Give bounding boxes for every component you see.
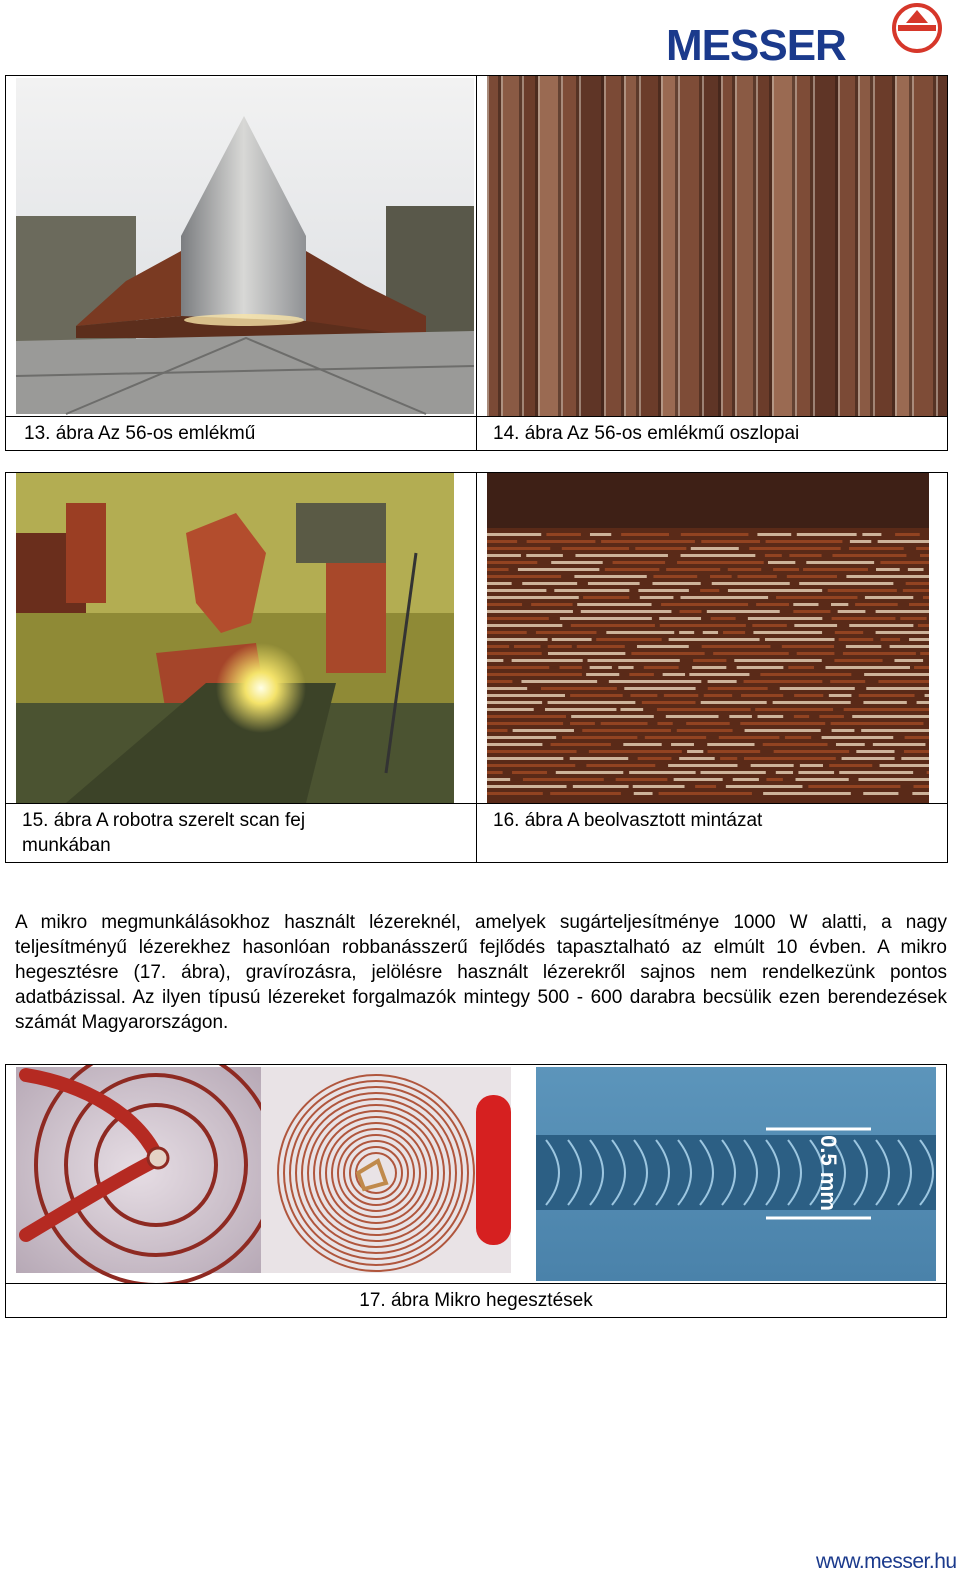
figure-table-17 [5, 1064, 947, 1318]
figure-table-13-14 [5, 75, 948, 451]
fig17-image-cell [6, 1065, 947, 1284]
melted-pattern-photo [477, 473, 947, 803]
messer-logo [666, 2, 946, 68]
fig15-caption: 15. ábra A robotra szerelt scan fej munkában [22, 810, 306, 856]
micro-welds-photo [6, 1065, 946, 1283]
body-paragraph: A mikro megmunkálásokhoz használt lézereknél, amelyek sugárteljesítménye 1000 W alatti, a nagy teljesítményű lézerekhez hasonlóan robbanásszerű fejlődés tapasztalható az elmúlt 10 évben. A mikro hegesztésre (17. ábra), gravírozásra, jelölésre használt lézerekről sajnos nem rendelkezünk pontos adatbázissal. Az ilyen típusú lézereket forgalmazók mintegy 500 - 600 darabra becsülik ezen berendezések számát Magyarországon. [15, 912, 947, 1033]
memorial-columns-photo [477, 76, 947, 416]
messer-emblem-icon [891, 2, 943, 54]
memorial-photo [6, 76, 476, 416]
fig15-image-cell [6, 473, 477, 804]
fig13-image-cell [6, 76, 477, 417]
scale-label: 0.5 mm [816, 1135, 841, 1211]
fig14-caption: 14. ábra Az 56-os emlékmű oszlopai [493, 423, 800, 444]
fig14-image-cell [477, 76, 948, 417]
fig16-image-cell [477, 473, 948, 804]
footer-url: www.messer.hu [816, 1550, 957, 1573]
fig17-caption: 17. ábra Mikro hegesztések [359, 1290, 593, 1311]
fig16-caption: 16. ábra A beolvasztott mintázat [493, 810, 763, 831]
figure-table-15-16 [5, 472, 948, 863]
fig13-caption: 13. ábra Az 56-os emlékmű [24, 423, 256, 444]
logo-text: MESSER [666, 21, 846, 70]
robot-scanhead-photo [6, 473, 476, 803]
